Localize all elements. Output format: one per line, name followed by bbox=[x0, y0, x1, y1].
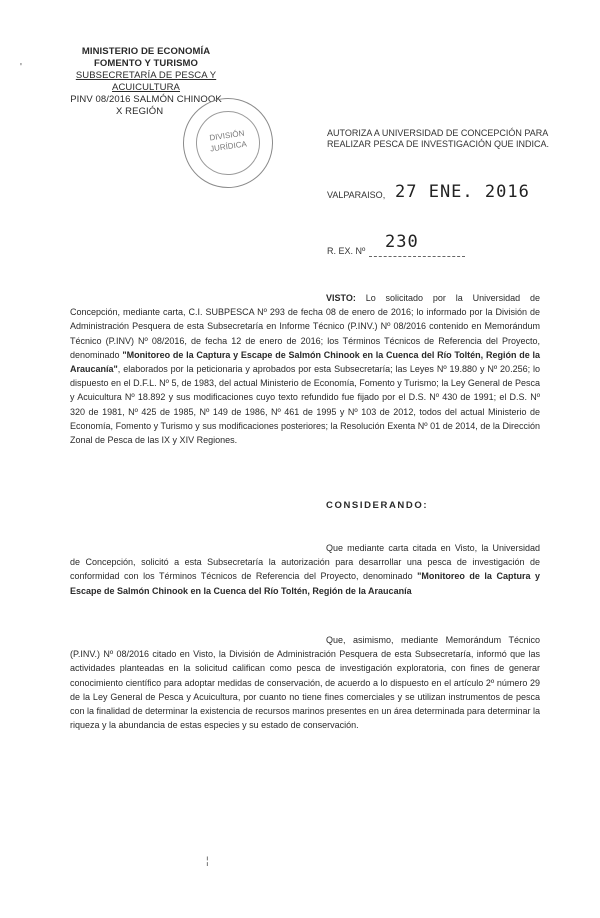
visto-label: VISTO: bbox=[326, 293, 356, 303]
place-label: VALPARAISO, bbox=[327, 190, 386, 200]
resolution-label: R. EX. Nº bbox=[327, 246, 366, 256]
scan-mark-bottom: ¦ bbox=[206, 856, 209, 867]
region-label: X REGIÓN bbox=[116, 106, 164, 117]
visto-text-2: , elaborados por la peticionaria y aprobados por esta Subsecretaría; las Leyes Nº 19.880 y Nº 20.256; lo dispuesto en el D.F.L. Nº 5, de 1983, del actual Ministerio de Economía, Fomento y Turismo; la Ley General de Pesca y Acuicultura Nº 18.892 y sus modificaciones cuyo texto refundido fue fijado por el D.S. Nº 430 de 1991; el D.S. Nº 320 de 1981, Nº 425 de 1985, Nº 149 de 1986, Nº 461 de 1995 y Nº 103 de 2012, todos del actual Ministerio de Economía, Fomento y Turismo y sus modificaciones posteriores; la Resolución Exenta Nº 01 de 2014, de la Dirección Zonal de Pesca de las IX y XIV Regiones. bbox=[70, 364, 540, 446]
considerando-1-text: Que mediante carta citada en Visto, la Universidad de Concepción, solicitó a esta Subsecretaría la autorización para desarrollar una pesca de investigación de conformidad con los Términos Técnicos de Referencia del Proyecto, denominado bbox=[70, 543, 540, 582]
considerando-2-text: Que, asimismo, mediante Memorándum Técnico (P.INV.) Nº 08/2016 citado en Visto, la División de Administración Pesquera de esta Subsecretaría, informó que las actividades planteadas en la solicitud califican como pesca de investigación exploratoria, con fines de generar conocimiento científico para adoptar medidas de conservación, de acuerdo a lo dispuesto en el artículo 2º número 29 de la Ley General de Pesca y Acuicultura, por cuanto no tiene fines comerciales y se utilizan instrumentos de pesca con la finalidad de determinar la existencia de recursos marinos presentes en un área determinada para determinar la riqueza y la abundancia de estas especies y su estado de conservación. bbox=[70, 635, 540, 731]
considerando-paragraph-2 bbox=[70, 633, 540, 732]
date-stamp: 27 ENE. 2016 bbox=[395, 182, 530, 202]
undersecretariat-name: SUBSECRETARÍA DE PESCA Y ACUICULTURA bbox=[75, 70, 217, 93]
subject-block bbox=[327, 128, 577, 150]
resolution-value: 230 bbox=[385, 232, 419, 252]
stamp-text-line2: JURÍDICA bbox=[209, 139, 248, 154]
ministry-subname: FOMENTO Y TURISMO bbox=[93, 58, 199, 69]
considerando-paragraph-1 bbox=[70, 541, 540, 598]
ministry-name: MINISTERIO DE ECONOMÍA bbox=[81, 46, 211, 57]
resolution-number bbox=[327, 232, 467, 260]
subject-line-1: AUTORIZA A UNIVERSIDAD DE CONCEPCIÓN PARA bbox=[327, 128, 549, 138]
visto-text-1: Lo solicitado por la Universidad de Concepción, mediante carta, C.I. SUBPESCA Nº 293 de fecha 08 de enero de 2016; lo informado por la División de Administración Pesquera de esta Subsecretaría en Informe Técnico (P.INV.) Nº 08/2016 contenido en Memorándum Técnico (P.INV) Nº 08/2016, de fecha 12 de enero de 2016; los Términos Técnicos de Referencia del Proyecto, denominado bbox=[70, 293, 540, 360]
visto-project-name: "Monitoreo de la Captura y Escape de Salmón Chinook en la Cuenca del Río Toltén, Región de la Araucanía" bbox=[70, 349, 540, 375]
considerando-1-project-name: "Monitoreo de la Captura y Escape de Salmón Chinook en la Cuenca del Río Toltén, Región de la Araucanía bbox=[70, 571, 540, 596]
place-date bbox=[327, 182, 577, 208]
subject-line-2: REALIZAR PESCA DE INVESTIGACIÓN QUE INDICA. bbox=[327, 139, 550, 149]
file-reference: PINV 08/2016 SALMÓN CHINOOK bbox=[70, 94, 222, 105]
visto-paragraph bbox=[70, 291, 540, 447]
considerando-heading: CONSIDERANDO: bbox=[326, 500, 429, 511]
scan-mark-top: ' bbox=[20, 62, 22, 73]
resolution-underline bbox=[369, 256, 465, 257]
stamp-text-line1: DIVISIÓN bbox=[208, 128, 245, 143]
